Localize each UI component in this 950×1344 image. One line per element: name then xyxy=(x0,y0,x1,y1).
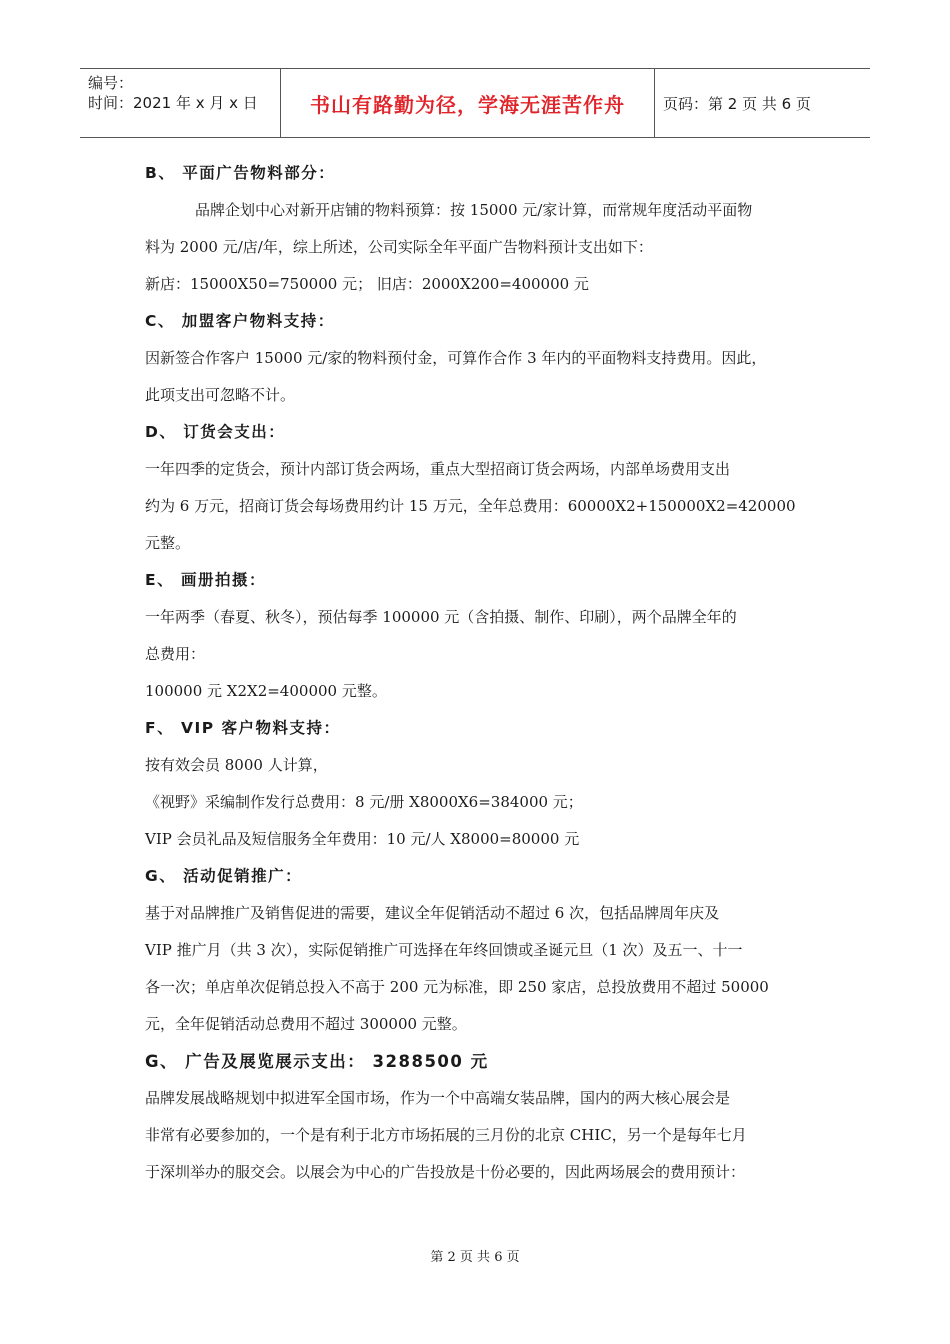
paragraph-line: 新店：15000X50=750000 元； 旧店：2000X200=400000 元 xyxy=(145,275,589,293)
header-motto-cell xyxy=(280,69,655,137)
paragraph-line: 各一次；单店单次促销总投入不高于 200 元为标准，即 250 家店，总投放费用不超过 50000 xyxy=(145,978,769,996)
document-date-label: 时间：2021 年 x 月 x 日 xyxy=(88,94,258,112)
section-heading: E、 画册拍摄： xyxy=(145,571,266,589)
paragraph-line: 基于对品牌推广及销售促进的需要，建议全年促销活动不超过 6 次，包括品牌周年庆及 xyxy=(145,904,720,922)
section-heading: D、 订货会支出： xyxy=(145,423,286,441)
paragraph-line: 非常有必要参加的，一个是有利于北方市场拓展的三月份的北京 CHIC，另一个是每年七月 xyxy=(145,1126,747,1144)
paragraph-line: 总费用： xyxy=(145,645,206,663)
section-heading: G、 活动促销推广： xyxy=(145,867,303,885)
paragraph-line: VIP 会员礼品及短信服务全年费用：10 元/人 X8000=80000 元 xyxy=(145,830,580,848)
paragraph-line: 品牌企划中心对新开店铺的物料预算：按 15000 元/家计算，而常规年度活动平面物 xyxy=(195,201,753,219)
section-heading: F、 VIP 客户物料支持： xyxy=(145,719,341,737)
footer-page-number: 第 2 页 共 6 页 xyxy=(430,1250,520,1265)
paragraph-line: 元整。 xyxy=(145,534,191,552)
paragraph-line: 100000 元 X2X2=400000 元整。 xyxy=(145,682,387,700)
document-header xyxy=(80,68,870,138)
paragraph-line: 品牌发展战略规划中拟进军全国市场，作为一个中高端女装品牌，国内的两大核心展会是 xyxy=(145,1089,731,1107)
paragraph-line: VIP 推广月（共 3 次），实际促销推广可选择在年终回馈或圣诞元旦（1 次）及五一、十一 xyxy=(145,941,743,959)
paragraph-line: 《视野》采编制作发行总费用：8 元/册 X8000X6=384000 元； xyxy=(145,793,583,811)
section-heading: C、 加盟客户物料支持： xyxy=(145,312,335,330)
paragraph-line: 约为 6 万元，招商订货会每场费用约计 15 万元，全年总费用：60000X2+150000X2=420000 xyxy=(145,497,796,515)
paragraph-line: 此项支出可忽略不计。 xyxy=(145,386,296,404)
header-meta-cell xyxy=(80,69,280,137)
header-motto: 书山有路勤为径，学海无涯苦作舟 xyxy=(310,92,625,117)
paragraph-line: 于深圳举办的服交会。以展会为中心的广告投放是十份必要的，因此两场展会的费用预计： xyxy=(145,1163,746,1181)
paragraph-line: 因新签合作客户 15000 元/家的物料预付金，可算作合作 3 年内的平面物料支持费用。因此， xyxy=(145,349,767,367)
section-heading: G、 广告及展览展示支出： 3288500 元 xyxy=(145,1052,489,1071)
section-heading: B、 平面广告物料部分： xyxy=(145,164,336,182)
paragraph-line: 料为 2000 元/店/年，综上所述，公司实际全年平面广告物料预计支出如下： xyxy=(145,238,653,256)
header-page-cell xyxy=(655,69,870,137)
document-number-label: 编号： xyxy=(88,74,134,92)
paragraph-line: 元，全年促销活动总费用不超过 300000 元整。 xyxy=(145,1015,467,1033)
paragraph-line: 一年两季（春夏、秋冬），预估每季 100000 元（含拍摄、制作、印刷），两个品牌全年的 xyxy=(145,608,737,626)
document-body xyxy=(145,155,810,1191)
paragraph-line: 按有效会员 8000 人计算， xyxy=(145,756,328,774)
paragraph-line: 一年四季的定货会，预计内部订货会两场，重点大型招商订货会两场，内部单场费用支出 xyxy=(145,460,731,478)
page-footer xyxy=(0,1246,950,1265)
header-page-info: 页码：第 2 页 共 6 页 xyxy=(663,94,811,113)
